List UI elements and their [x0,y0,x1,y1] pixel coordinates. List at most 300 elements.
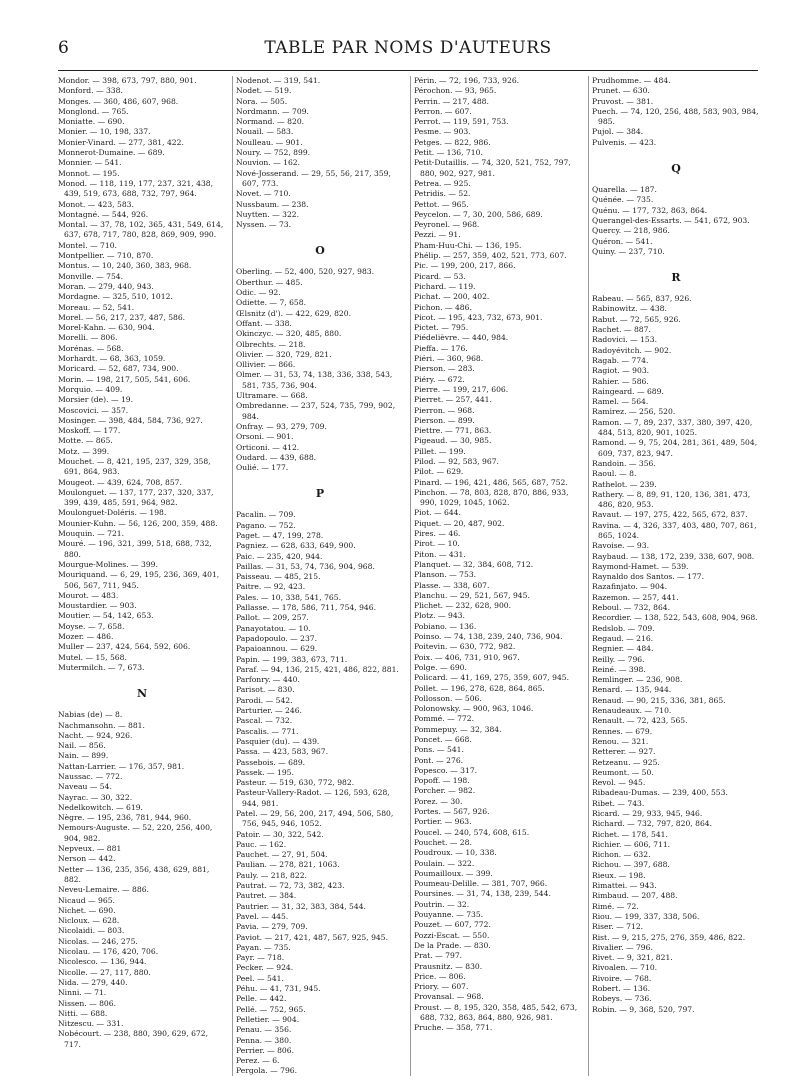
index-entry: Reboul. — 732, 864. [592,603,671,613]
index-entry: Provansal. — 968. [414,992,484,1002]
index-entry: Poucel. — 240, 574, 608, 615. [414,827,530,837]
page-number: 6 [58,38,69,58]
index-entry: Monier. — 10, 198, 337. [58,127,151,137]
index-entry: Olmer. — 31, 53, 74, 138, 336, 338, 543, 581, 735, 736, 904. [236,370,393,390]
index-entry: Pallot. — 209, 257. [236,613,309,623]
index-entry: Porez. — 30. [414,796,463,806]
index-entry: Regaud. — 216. [592,633,654,643]
index-entry: Monnier. — 541. [58,158,122,168]
index-entry: Pasteur. — 519, 630, 772, 982. [236,778,355,788]
index-entry: Pasquier (du). — 439. [236,736,320,746]
index-entry: Portes. — 567, 926. [414,807,490,817]
index-entry: Nuytten. — 322. [236,209,300,219]
index-entry: Monier-Vinard. — 277, 381, 422. [58,137,184,147]
index-entry: Rivoire. — 768. [592,973,652,983]
index-entry: Mouriquand. — 6, 29, 195, 236, 369, 401, 506, 567, 711, 945. [58,570,220,590]
index-entry: Ramel. — 564. [592,397,649,407]
index-entry: Nicolas. — 246, 275. [58,936,138,946]
index-entry: Monnerot-Dumaine. — 689. [58,148,165,158]
index-entry: Paget. — 47, 199, 278. [236,530,324,540]
index-entry: Poinso. — 74, 138, 239, 240, 736, 904. [414,632,563,642]
index-entry: Mounier-Kuhn. — 56, 126, 200, 359, 488. [58,518,218,528]
index-entry: Nitti. — 688. [58,1008,108,1018]
index-entry: Pouzet. — 607, 772. [414,920,491,930]
index-entry: Pobiano. — 136. [414,621,477,631]
index-entry: Nora. — 505. [236,96,288,106]
index-entry: Paillas. — 31, 53, 74, 736, 904, 968. [236,561,375,571]
index-entry: Pigeaud. — 30, 985. [414,436,492,446]
index-entry: Pauly. — 218, 822. [236,870,307,880]
index-entry: Oudard. — 439, 688. [236,452,317,462]
index-entry: Olbrechts. — 218. [236,339,306,349]
index-entry: Pilot. — 629. [414,467,464,477]
index-entry: Passebois. — 689. [236,757,306,767]
index-entry: Mouré. — 196, 321, 399, 518, 688, 732, 880. [58,539,212,559]
index-entry: Nodet. — 519. [236,86,292,96]
index-entry: Morénas. — 568. [58,343,124,353]
index-entry: Orsoni. — 901. [236,432,294,442]
index-entry: Poursines. — 31, 74, 138, 239, 544. [414,889,551,899]
index-entry: Popoff. — 198. [414,776,470,786]
index-entry: Patel. — 29, 56, 200, 217, 494, 506, 580, 756, 945, 946, 1052. [236,809,394,829]
index-entry: Poncet. — 668. [414,735,472,744]
index-entry: Nain. — 899. [58,751,109,761]
index-entry: Moustardier. — 903. [58,601,137,611]
section-letter: R [671,271,681,285]
index-entry: Renaud. — 90, 215, 336, 381, 865. [592,695,726,705]
index-entry: Parisot. — 830. [236,685,295,695]
index-entry: Pagano. — 752. [236,520,296,530]
index-entry: Pavia. — 279, 709. [236,922,308,932]
index-entry: Rahier. — 586. [592,376,649,386]
index-entry: Remlinger. — 236, 908. [592,675,683,685]
index-entry: Montus. — 10, 240, 360, 383, 968. [58,261,192,271]
index-entry: Piédelièvre. — 440, 984. [414,333,509,343]
index-entry: Nové-Josserand. — 29, 55, 56, 217, 359, 607, 773. [236,168,391,188]
index-entry: Nicolaidi. — 803. [58,926,125,936]
index-entry: Porcher. — 982. [414,786,476,796]
index-entry: Pinchon. — 78, 803, 828, 870, 886, 933, 990, 1029, 1045, 1062. [414,487,569,508]
index-entry: Ravaut. — 197, 275, 422, 565, 672, 837. [592,510,748,520]
index-entry: Portier. — 963. [414,817,472,827]
index-entry: Rabeau. — 565, 837, 926. [592,294,692,304]
index-entry: Mozer. — 486. [58,632,114,642]
index-entry: Netter — 136, 235, 356, 438, 629, 881, 882. [58,864,210,884]
index-entry: Naussac. — 772. [58,772,123,781]
index-entry: Pauc. — 162. [236,839,287,849]
index-entry: Penna. — 380. [236,1035,292,1045]
index-entry: Phélip. — 257, 359, 402, 521, 773, 607. [414,251,567,261]
index-entry: Petit. — 136, 710. [414,148,483,158]
index-entry: Papadopoulo. — 237. [236,633,318,643]
index-entry: Muller — 237, 424, 564, 592, 606. [58,642,191,652]
index-entry: Ricard. — 29, 933, 945, 946. [592,809,703,818]
index-entry: Plichet. — 232, 628, 900. [414,601,512,611]
index-entry: Rennes. — 679. [592,726,653,736]
index-entry: Ombredanne. — 237, 524, 735, 799, 902, 984. [236,401,396,421]
page-title: TABLE PAR NOMS D'AUTEURS [264,38,552,58]
index-entry: Pichard. — 119. [414,281,476,291]
index-entry: Ribet. — 743. [592,798,645,808]
index-entry: Monot. — 423, 583. [58,199,134,209]
index-entry: Motte. — 865. [58,436,113,446]
index-entry: Querangel-des-Essarts. — 541, 672, 903. [592,215,750,225]
header-rule [58,70,758,71]
index-entry: Neveu-Lemaire. — 886. [58,885,149,895]
index-entry: Moran. — 279, 440, 943. [58,281,154,291]
index-entry: Morin. — 198, 217, 505, 541, 606. [58,374,191,384]
index-entry: Pictet. — 795. [414,323,469,333]
index-entry: Monford. — 338. [58,86,123,96]
index-entry: Polonowsky. — 900, 963, 1046. [414,704,534,714]
index-entry: Reilly. — 796. [592,654,645,664]
index-entry: Pollet. — 196, 278, 628, 864, 865. [414,683,545,693]
index-entry: Nicolau. — 176, 420, 706. [58,947,159,957]
index-entry: Pérochon. — 93, 965. [414,86,497,96]
index-entry: Pellé. — 752, 965. [236,1004,306,1014]
index-entry: Ultramare. — 668. [236,391,308,401]
index-entry: Monnot. — 195. [58,168,120,178]
index-entry: Pujol. — 384. [592,127,644,137]
index-entry: Monville. — 754. [58,271,124,281]
index-entry: Planson. — 753. [414,570,477,580]
index-entry: Revol. — 945. [592,778,646,788]
index-entry: Pozzi-Escat. — 550. [414,930,490,940]
index-entry: Quarella. — 187. [592,185,657,195]
index-entry: Pagniez. — 628, 633, 649, 900. [236,541,356,551]
index-entry: Picard. — 53. [414,271,466,281]
index-entry: Pouchet. — 28. [414,837,472,847]
index-column-2 [236,76,404,1076]
index-entry: Richier. — 606, 711. [592,839,671,849]
index-entry: Pouyanne. — 735. [414,910,484,920]
index-entry: Passa. — 423, 583, 967. [236,747,329,757]
index-entry: Poitevin. — 630, 772, 982. [414,642,516,652]
index-entry: Renaudeaux. — 710. [592,706,672,716]
section-letter: P [315,487,325,501]
index-entry: Oulié. — 177. [236,463,289,473]
index-entry: Recordier. — 138, 522, 543, 608, 904, 968. [592,613,758,623]
index-entry: Rieux. — 198. [592,870,646,880]
index-entry: Nail. — 856. [58,741,106,751]
index-entry: Raynaldo dos Santos. — 177. [592,572,705,582]
index-entry: Parodi. — 542. [236,695,293,705]
index-entry: Pautrier. — 31, 32, 383, 384, 544. [236,901,366,911]
index-entry: Nodenot. — 319, 541. [236,76,321,85]
index-entry: Piéry. — 672. [414,374,465,384]
index-entry: Pichon. — 486. [414,302,472,312]
index-entry: Papin. — 199, 383, 673, 711. [236,654,348,664]
index-entry: Nouail. — 583. [236,127,294,137]
index-entry: Nègre. — 195, 236, 781, 944, 960. [58,813,192,823]
section-letter: Q [671,162,681,176]
index-entry: Raingeard. — 689. [592,386,664,396]
index-entry: Nemours-Auguste. — 52, 220, 256, 400, 904, 982. [58,823,213,843]
index-entry: Montal. — 37, 78, 102, 365, 431, 549, 614, 637, 678, 717, 780, 828, 869, 909, 990. [58,220,224,240]
index-entry: Moricard. — 52, 687, 734, 900. [58,364,179,374]
index-entry: Ninni. — 71. [58,988,107,998]
index-entry: Payr. — 718. [236,953,285,963]
index-entry: Ravoise. — 93. [592,541,650,551]
index-entry: Peel. — 541. [236,973,284,983]
index-entry: Riser. — 712. [592,922,644,932]
index-entry: Radovici. — 153. [592,335,657,345]
index-entry: Ramirez. — 256, 520. [592,407,676,417]
index-entry: Petit-Dutaillis. — 74, 320, 521, 752, 797, 880, 902, 927, 981. [414,158,571,178]
index-entry: Perez. — 6. [236,1056,280,1066]
index-entry: Paitre. — 92, 423. [236,582,306,592]
index-entry: Odic. — 92. [236,288,281,298]
index-entry: Mourot. — 483. [58,590,119,600]
index-entry: Petges. — 822, 986. [414,137,491,147]
index-entry: Ragiot. — 903. [592,366,650,376]
index-entry: Renault. — 72, 423, 565. [592,716,688,726]
index-entry: Raybaud. — 138, 172, 239, 338, 607, 908. [592,551,755,561]
index-entry: Poudroux. — 10, 338. [414,848,497,858]
index-entry: Ragab. — 774. [592,355,649,365]
index-entry: Morel-Kahn. — 630, 904. [58,323,155,333]
index-entry: Nicolesco. — 136, 944. [58,957,147,967]
index-entry: De la Prade. — 830. [414,940,491,950]
index-entry: Paviot. — 217, 421, 487, 567, 925, 945. [236,932,388,942]
index-entry: Pierson. — 899. [414,415,475,425]
index-entry: Rivoalen. — 710. [592,963,658,973]
index-entry: Reumont. — 50. [592,767,654,777]
index-entry: Polge. — 690. [414,662,467,672]
index-entry: Piot. — 644. [414,508,461,518]
index-entry: Pulvenis. — 423. [592,137,657,147]
index-entry: Richard. — 732, 797, 820, 864. [592,819,713,829]
index-entry: Morsier (de). — 19. [58,395,134,405]
index-entry: Monglond. — 765. [58,106,129,116]
index-columns [58,76,768,1076]
index-entry: Popesco. — 317. [414,765,478,775]
index-entry: Oberling. — 52, 400, 520, 927, 983. [236,267,375,277]
index-entry: Nussbaum. — 238. [236,199,309,209]
index-entry: Pergola. — 796. [236,1066,298,1076]
index-entry: Okinczyc. — 320, 485, 880. [236,329,342,339]
index-entry: Nitzescu. — 331. [58,1019,124,1029]
index-entry: Peyronel. — 968. [414,220,480,230]
index-entry: Priory. — 607. [414,982,469,992]
index-entry: Pons. — 541. [414,745,464,755]
index-entry: Mougeot. — 439, 624, 708, 857. [58,477,182,487]
index-entry: Nordmann. — 709. [236,106,309,116]
index-entry: Monges. — 360, 486, 607, 968. [58,96,179,106]
index-entry: Moniatte. — 690. [58,117,125,127]
index-entry: Perrier. — 806. [236,1045,294,1055]
index-entry: Papaioannou. — 629. [236,644,318,654]
index-entry: Poulain. — 322. [414,858,475,868]
index-entry: Rabinowitz. — 438. [592,304,667,314]
index-entry: Pierson. — 283. [414,364,475,374]
index-entry: Radoyévitch. — 902. [592,345,672,355]
index-entry: Pesme. — 903. [414,127,471,137]
index-entry: Ramon. — 7, 89, 237, 337, 380, 397, 420, 484, 513, 820, 901, 1025. [592,417,753,438]
index-entry: Plotz. — 943. [414,611,465,621]
index-entry: Rathelot. — 239. [592,479,657,489]
index-entry: Olivier. — 320, 729, 821. [236,349,332,359]
index-entry: Morelli. — 806. [58,333,118,343]
index-entry: Pieffa. — 176. [414,343,468,353]
index-entry: Nerson — 442. [58,854,116,864]
index-entry: Morhardt. — 68, 363, 1059. [58,354,166,364]
index-entry: Poumailloux. — 399. [414,868,493,878]
index-entry: Montpellier. — 710, 870. [58,251,154,261]
index-entry: Piton. — 431. [414,549,466,559]
index-entry: Richet. — 178, 541. [592,829,668,839]
index-entry: Petrea. — 925. [414,178,471,188]
index-entry: Rivalier. — 796. [592,942,653,952]
index-entry: Nicloux. — 628. [58,916,120,926]
section-letter: O [315,244,325,258]
index-entry: Pommé. — 772. [414,714,475,724]
index-entry: Penau. — 356. [236,1025,292,1035]
index-entry: Pollosson. — 506. [414,693,482,703]
index-entry: Pautrat. — 72, 73, 382, 423. [236,881,345,891]
index-entry: Motz. — 399. [58,446,110,456]
index-entry: Pillet. — 199. [414,446,466,456]
index-entry: Pales. — 10, 338, 541, 765. [236,592,341,602]
index-entry: Price. — 806. [414,971,466,981]
section-letter: N [136,687,148,701]
index-entry: Robin. — 9, 368, 520, 797. [592,1004,695,1014]
index-entry: Pettot. — 965. [414,199,469,209]
index-entry: Planquet. — 32, 384, 608, 712. [414,559,534,569]
index-entry: Pavel. — 445. [236,911,289,921]
index-entry: Pelletier. — 904. [236,1014,300,1024]
index-entry: Nouvion. — 162. [236,158,301,168]
index-entry: Piettre. — 771, 863. [414,426,492,436]
index-entry: Œlsnitz (d'). — 422, 629, 820. [236,308,352,318]
index-entry: Pelle. — 442. [236,994,287,1004]
index-entry: Prat. — 797. [414,951,463,961]
index-entry: Pichat. — 200, 402. [414,292,490,302]
index-entry: Ravina. — 4, 326, 337, 403, 480, 707, 861, 865, 1024. [592,520,757,540]
index-entry: Pilod. — 92, 583, 967. [414,456,499,466]
index-entry: Nabias (de) — 8. [58,710,123,720]
index-entry: Raymond-Hamet. — 539. [592,561,689,571]
index-entry: Pont. — 276. [414,755,464,765]
index-entry: Nyssen. — 73. [236,220,292,230]
index-entry: Rivet. — 9, 321, 821. [592,953,673,963]
index-entry: Pecker. — 924. [236,963,294,973]
index-entry: Quercy. — 218, 986. [592,226,670,236]
index-entry: Planchu. — 29, 521, 567, 945. [414,590,530,600]
index-entry: Morquio. — 409. [58,384,123,394]
index-entry: Noury. — 752, 899. [236,148,311,158]
index-entry: Redslob. — 709. [592,623,655,633]
index-entry: Offant. — 338. [236,318,292,328]
index-entry: Novet. — 710. [236,189,291,199]
index-entry: Pallasse. — 178, 586, 711, 754, 946. [236,603,376,613]
index-entry: Regnier. — 484. [592,644,654,654]
index-entry: Pauchet. — 27, 91, 504. [236,850,328,860]
index-entry: Pham-Huu-Chi. — 136, 195. [414,240,522,250]
index-entry: Nobécourt. — 238, 880, 390, 629, 672, 717. [58,1029,208,1049]
index-entry: Rist. — 9, 215, 275, 276, 359, 486, 822. [592,932,746,942]
index-entry: Raoul. — 8. [592,469,637,479]
index-entry: Pruvost. — 381. [592,96,654,106]
index-entry: Onfray. — 93, 279, 709. [236,421,327,431]
index-entry: Rimbaud. — 207, 488. [592,891,678,901]
index-entry: Nida. — 279, 440. [58,977,128,987]
index-entry: Pascal. — 732. [236,716,293,726]
index-entry: Prunet. — 630. [592,86,650,96]
index-entry: Moyse. — 7, 658. [58,621,125,631]
index-entry: Poumeau-Delille. — 381, 707, 966. [414,879,548,889]
index-entry: Mordagne. — 325, 510, 1012. [58,292,173,302]
index-entry: Nedelkowitch. — 619. [58,802,143,812]
index-entry: Nepveux. — 881 [58,844,122,854]
index-entry: Moulonguet-Doléris. — 198. [58,508,167,518]
index-entry: Moscovici. — 357. [58,405,129,415]
index-entry: Poutrin. — 32. [414,899,470,909]
index-entry: Nicolle. — 27, 117, 880. [58,967,151,977]
index-entry: Pacalin. — 709. [236,510,296,520]
index-entry: Moreau. — 52, 541. [58,302,135,312]
index-entry: Nayrac. — 30, 322. [58,792,133,802]
index-entry: Picot. — 195, 423, 732, 673, 901. [414,312,543,322]
index-entry: Rabut. — 72, 565, 926. [592,314,681,324]
index-entry: Razafinjato. — 904. [592,582,668,592]
index-entry: Pasteur-Vallery-Radot. — 126, 593, 628, 944, 981. [236,788,390,808]
index-entry: Odiette. — 7, 658. [236,298,307,308]
index-entry: Parturier. — 246. [236,706,302,716]
index-entry: Pierret. — 257, 441. [414,395,492,405]
index-entry: Reiné. — 398. [592,664,646,674]
index-entry: Perrin. — 217, 488. [414,96,489,106]
index-entry: Nicaud — 965. [58,895,115,905]
index-entry: Petridis. — 52. [414,189,471,199]
index-entry: Normand. — 820. [236,117,305,127]
index-entry: Nachmansohn. — 881. [58,720,145,730]
index-entry: Ramond. — 9, 75, 204, 281, 361, 489, 504, 609, 737, 823, 947. [592,438,758,458]
index-entry: Pirot. — 10. [414,539,460,549]
index-entry: Mouquin. — 721. [58,529,125,539]
index-entry: Pierre. — 199, 217, 606. [414,384,509,394]
index-entry: Nissen. — 806. [58,998,116,1008]
index-entry: Quénée. — 735. [592,195,654,205]
index-entry: Péhu. — 41, 731, 945. [236,984,321,994]
index-entry: Rachet. — 887. [592,325,651,335]
index-entry: Rimattei. — 943. [592,881,657,891]
index-column-4 [592,76,760,1076]
index-entry: Renou. — 321. [592,736,649,746]
index-entry: Quénu. — 177, 732, 863, 864. [592,205,708,215]
index-entry: Robeys. — 736. [592,994,652,1004]
index-entry: Perrot. — 119, 591, 753. [414,117,509,127]
index-entry: Paic. — 235, 420, 944. [236,551,323,561]
index-entry: Proust. — 8, 195, 320, 358, 485, 542, 673, 688, 732, 863, 864, 880, 926, 981. [414,1002,578,1023]
index-column-3 [414,76,582,1076]
index-entry: Morel. — 56, 217, 237, 487, 586. [58,312,186,322]
index-entry: Ribadeau-Dumas. — 239, 400, 553. [592,788,728,798]
index-entry: Poix. — 406, 731, 910, 967. [414,652,520,662]
index-entry: Passek. — 195. [236,767,294,777]
index-entry: Quiny. — 237, 710. [592,246,665,256]
index-entry: Paraf. — 94, 136, 215, 421, 486, 822, 881. [236,664,399,674]
index-entry: Paulian. — 278, 821, 1063. [236,860,340,870]
index-entry: Pruche. — 358, 771. [414,1023,493,1033]
index-entry: Noulleau. — 901. [236,137,303,147]
index-entry: Mourgue-Molines. — 399. [58,559,158,569]
index-entry: Monod. — 118, 119, 177, 237, 321, 438, 439, 519, 673, 688, 732, 797, 964. [58,178,214,199]
index-entry: Perron. — 607. [414,106,472,116]
index-entry: Périn. — 72, 196, 733, 926. [414,76,520,85]
index-entry: Nichet. — 690. [58,905,116,915]
index-entry: Payan. — 735. [236,942,291,952]
